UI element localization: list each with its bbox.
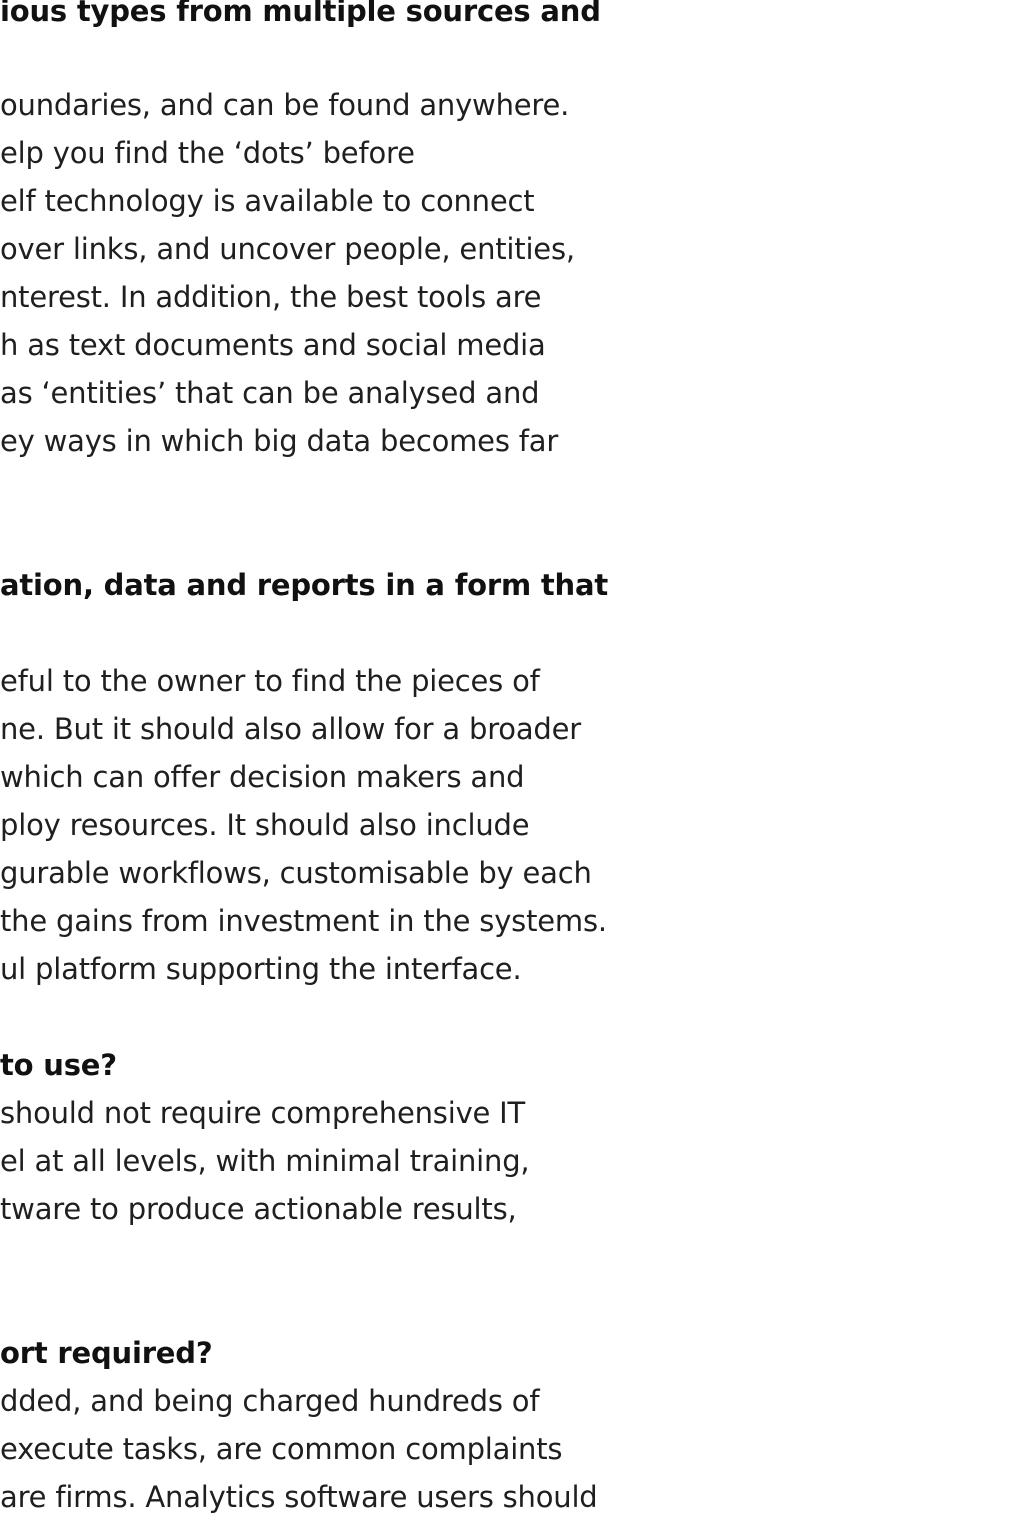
section-4-heading: ort required? [0,1336,213,1370]
section-1-heading: ious types from multiple sources and [0,0,601,28]
section-2-line-6: the gains from investment in the systems. [0,904,607,938]
section-3-line-1: should not require comprehensive IT [0,1096,526,1130]
section-1-line-6: h as text documents and social media [0,328,546,362]
section-2-line-4: ploy resources. It should also include [0,808,530,842]
section-1-line-8: ey ways in which big data becomes far [0,424,559,458]
section-3-heading: to use? [0,1048,117,1082]
section-2-line-5: gurable workflows, customisable by each [0,856,592,890]
section-1-line-5: nterest. In addition, the best tools are [0,280,542,314]
section-3-line-2: el at all levels, with minimal training, [0,1144,530,1178]
section-3-line-3: tware to produce actionable results, [0,1192,517,1226]
section-2-line-3: which can offer decision makers and [0,760,525,794]
section-1-line-4: over links, and uncover people, entities, [0,232,575,266]
section-1-line-1: oundaries, and can be found anywhere. [0,88,570,122]
section-4-line-2: execute tasks, are common complaints [0,1432,563,1466]
section-1-line-2: elp you find the ‘dots’ before [0,136,415,170]
section-4-line-3: are firms. Analytics software users should [0,1480,598,1514]
section-4-line-1: dded, and being charged hundreds of [0,1384,540,1418]
section-2-line-7: ul platform supporting the interface. [0,952,522,986]
section-2-line-1: eful to the owner to find the pieces of [0,664,540,698]
section-2-line-2: ne. But it should also allow for a broader [0,712,581,746]
section-1-line-7: as ‘entities’ that can be analysed and [0,376,540,410]
section-1-line-3: elf technology is available to connect [0,184,535,218]
section-2-heading: ation, data and reports in a form that [0,568,608,602]
